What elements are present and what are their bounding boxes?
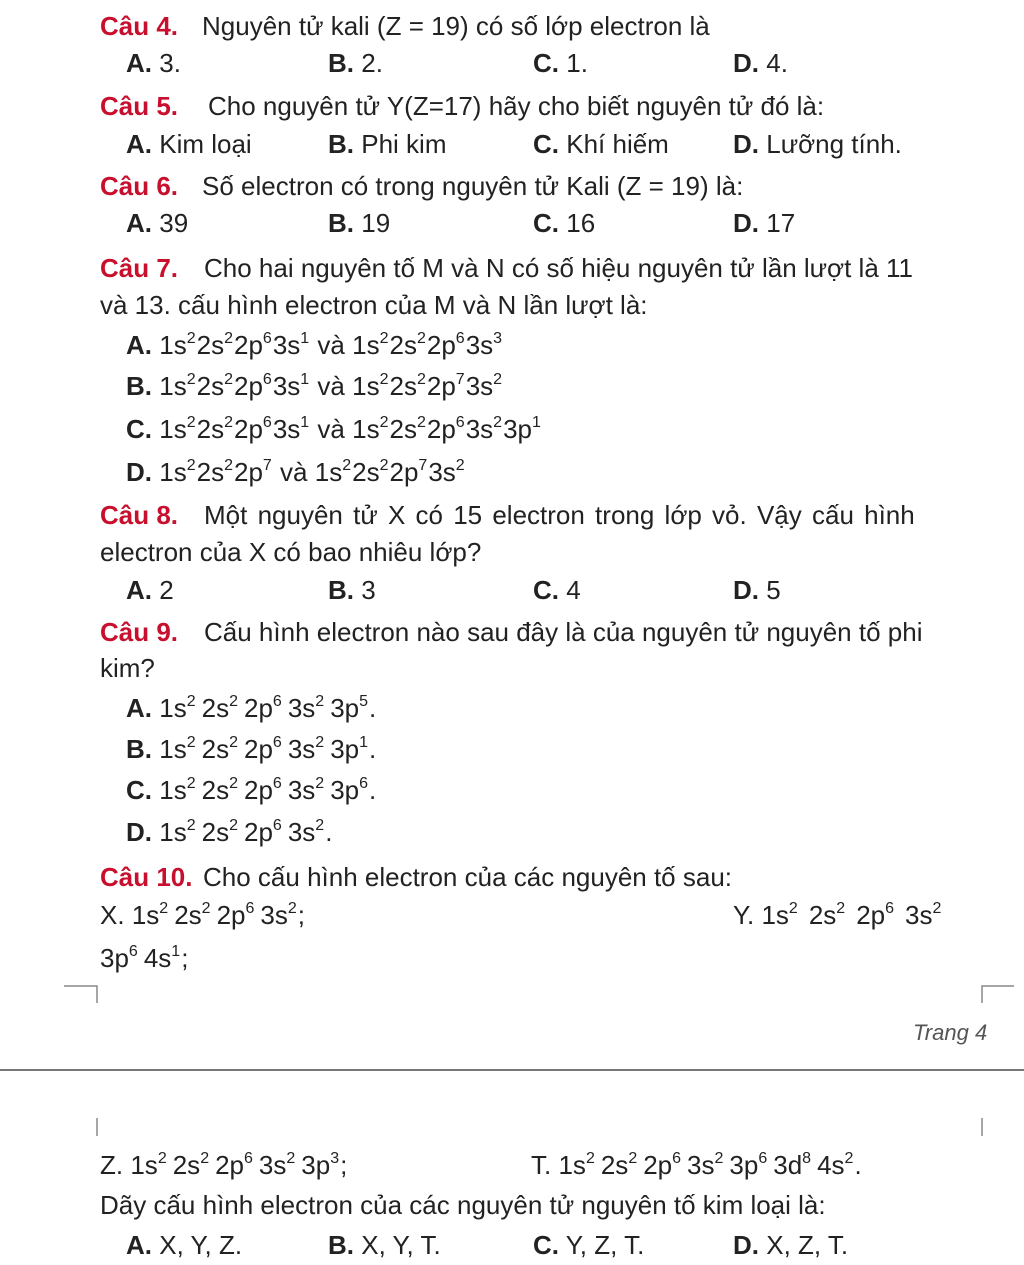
config-row-xy	[0, 895, 1024, 935]
options-row	[0, 570, 1024, 610]
orbital-term: $1s^2$	[159, 734, 196, 764]
option-a[interactable]: A. X, Y, Z.	[126, 1230, 243, 1260]
orbital-term: $3s^3$	[465, 330, 503, 360]
orbital-term: $1s^2$	[130, 1150, 167, 1180]
orbital-term: $2s^2$	[389, 330, 426, 360]
orbital-term: $2s^2$	[196, 371, 233, 401]
orbital-term: $1s^2$	[159, 817, 196, 847]
orbital-term: $2p^6$	[233, 414, 272, 444]
orbital-term: $3s^2$	[428, 457, 465, 487]
orbital-term: $2p^7$	[426, 371, 465, 401]
orbital-term: $1s^2$	[761, 900, 798, 930]
option-d[interactable]: D. 17	[733, 208, 796, 238]
orbital-term: $3s^1$	[272, 371, 310, 401]
option-d[interactable]: D. X, Z, T.	[733, 1230, 849, 1260]
options-row	[0, 43, 1024, 83]
config-t: T. $1s^2$ $2s^2$ $2p^6$ $3s^2$ $3p^6$ $3d^8$ $4s^2$.	[531, 1150, 862, 1180]
option-c[interactable]: C. $1s^2$ $2s^2$ $2p^6$ $3s^2$ $3p^6$.	[126, 775, 377, 805]
question-5	[0, 86, 1024, 126]
orbital-term: $1s^2$	[159, 371, 196, 401]
option-b[interactable]: B. $1s^2$ $2s^2$ $2p^6$ $3s^2$ $3p^1$.	[126, 734, 377, 764]
config-m	[159, 330, 310, 360]
option-label: A.	[126, 330, 152, 360]
question-text: Một nguyên tử X có 15 electron trong lớp vỏ. Vậy cấu hình	[204, 500, 915, 530]
electron-config	[159, 734, 369, 764]
question-text: Cấu hình electron nào sau đây là của nguyên tử nguyên tố phi	[204, 617, 923, 647]
orbital-term: $3s^2$	[287, 734, 325, 764]
question-text: Số electron có trong nguyên tử Kali (Z = 19) là:	[202, 171, 744, 201]
question-9	[0, 612, 1024, 652]
option-c[interactable]: C. Y, Z, T.	[533, 1230, 645, 1260]
orbital-term: $3p^6$	[100, 943, 138, 973]
orbital-term: $2p^6$	[233, 371, 272, 401]
question-text: Cho cấu hình electron của các nguyên tố sau:	[203, 862, 733, 892]
orbital-term: $1s^2$	[159, 457, 196, 487]
orbital-term: $3s^2$	[465, 414, 503, 444]
option-d[interactable]: D. 5	[733, 575, 781, 605]
question-8-continued	[0, 532, 1024, 572]
question-number: Câu 8.	[100, 500, 179, 530]
orbital-term: $2p^6$	[243, 817, 282, 847]
question-9-continued	[0, 648, 1024, 688]
orbital-term: $2s^2$	[174, 900, 211, 930]
option-b[interactable]: B. 19	[328, 208, 391, 238]
question-number: Câu 9.	[100, 617, 179, 647]
option-d[interactable]: D. Lưỡng tính.	[733, 129, 902, 159]
orbital-term: $2p^6$	[233, 330, 272, 360]
orbital-term: $3s^1$	[272, 330, 310, 360]
orbital-term: $2s^2$	[201, 734, 238, 764]
question-8	[0, 495, 1024, 535]
orbital-term: $2s^2$	[808, 900, 846, 930]
option-c[interactable]: C. 1.	[533, 48, 588, 78]
option-c[interactable]: C. 16	[533, 208, 596, 238]
option-label: D.	[126, 457, 152, 487]
orbital-term: $4s^2$	[817, 1150, 854, 1180]
orbital-term: $2s^2$	[196, 457, 233, 487]
option-label: B.	[126, 734, 152, 764]
question-6	[0, 166, 1024, 206]
question-7	[0, 248, 1024, 288]
orbital-term: $2p^7$	[389, 457, 428, 487]
option-a[interactable]: A. 2	[126, 575, 174, 605]
orbital-term: $2s^2$	[600, 1150, 638, 1180]
orbital-term: $1s^2$	[352, 330, 389, 360]
option-d[interactable]	[0, 452, 1024, 492]
orbital-term: $3s^2$	[260, 900, 297, 930]
option-b[interactable]	[0, 366, 1024, 406]
orbital-term: $2p^6$	[643, 1150, 682, 1180]
orbital-term: $2p^6$	[856, 900, 895, 930]
option-a[interactable]	[0, 325, 1024, 365]
option-a[interactable]: A. 39	[126, 208, 189, 238]
question-number: Câu 4.	[100, 11, 179, 41]
orbital-term: $1s^2$	[159, 414, 196, 444]
conjunction: và	[317, 414, 345, 444]
orbital-term: $4s^1$	[143, 943, 181, 973]
orbital-term: $3p^1$	[330, 734, 369, 764]
question-number: Câu 10.	[100, 862, 193, 892]
orbital-term: $2p^6$	[243, 775, 282, 805]
orbital-term: $3s^2$	[905, 900, 942, 930]
orbital-term: $3p^6$	[330, 775, 369, 805]
orbital-term: $1s^2$	[314, 457, 352, 487]
option-b[interactable]: B. X, Y, T.	[328, 1230, 441, 1260]
option-a[interactable]: A. 3.	[126, 48, 181, 78]
option-label: C.	[126, 414, 152, 444]
config-x: X. $1s^2$ $2s^2$ $2p^6$ $3s^2$;	[100, 900, 305, 930]
config-row-zt	[0, 1145, 1024, 1185]
config-row-y-continued	[0, 938, 1024, 978]
question-text: kim?	[100, 653, 155, 683]
orbital-term: $2s^2$	[352, 457, 389, 487]
orbital-term: $3p^1$	[503, 414, 541, 444]
electron-config	[159, 817, 325, 847]
question-number: Câu 6.	[100, 171, 179, 201]
orbital-term: $2p^6$	[426, 414, 465, 444]
options-row	[0, 203, 1024, 243]
orbital-term: $3s^2$	[258, 1150, 296, 1180]
orbital-term: $3p^6$	[729, 1150, 768, 1180]
orbital-term: $1s^2$	[352, 414, 389, 444]
orbital-term: $1s^2$	[159, 693, 196, 723]
orbital-term: $2s^2$	[196, 330, 233, 360]
orbital-term: $2p^7$	[233, 457, 272, 487]
question-text: Cho hai nguyên tố M và N có số hiệu nguyên tử lần lượt là 11	[204, 253, 914, 283]
config-n	[352, 371, 503, 401]
orbital-term: $3s^2$	[287, 817, 325, 847]
orbital-term: $1s^2$	[159, 775, 196, 805]
orbital-term: $3d^8$	[773, 1150, 812, 1180]
orbital-term: $2s^2$	[201, 817, 238, 847]
orbital-term: $1s^2$	[131, 900, 169, 930]
config-n	[352, 414, 542, 444]
conjunction: và	[280, 457, 308, 487]
option-b[interactable]: B. 3	[328, 575, 376, 605]
config-z: Z. $1s^2$ $2s^2$ $2p^6$ $3s^2$ $3p^3$;	[100, 1150, 348, 1180]
config-m	[159, 414, 310, 444]
question-10-ask	[0, 1185, 1024, 1225]
orbital-term: $2s^2$	[389, 414, 426, 444]
orbital-term: $2s^2$	[172, 1150, 210, 1180]
orbital-term: $2p^6$	[216, 900, 255, 930]
conjunction: và	[317, 330, 345, 360]
orbital-term: $3s^2$	[687, 1150, 724, 1180]
option-a[interactable]: A. Kim loại	[126, 129, 252, 159]
option-label: D.	[126, 817, 152, 847]
orbital-term: $3s^1$	[272, 414, 310, 444]
question-text: electron của X có bao nhiêu lớp?	[100, 537, 482, 567]
orbital-term: $3p^3$	[301, 1150, 340, 1180]
electron-config	[159, 775, 369, 805]
conjunction: và	[317, 371, 345, 401]
option-c[interactable]	[0, 409, 1024, 449]
question-text: Cho nguyên tử Y(Z=17) hãy cho biết nguyên tử đó là:	[208, 91, 825, 121]
option-label: C.	[126, 775, 152, 805]
orbital-term: $2s^2$	[196, 414, 233, 444]
question-text: Nguyên tử kali (Z = 19) có số lớp electron là	[202, 11, 710, 41]
option-b[interactable]: B. 2.	[328, 48, 383, 78]
option-c[interactable]: C. Khí hiếm	[533, 129, 669, 159]
crop-mark	[64, 1118, 98, 1136]
question-7-continued	[0, 285, 1024, 325]
option-label: B.	[126, 371, 152, 401]
question-number: Câu 7.	[100, 253, 179, 283]
config-m	[159, 457, 273, 487]
page-number: Trang 4	[913, 1020, 988, 1045]
orbital-term: $2p^6$	[243, 734, 282, 764]
option-c[interactable]: C. 4	[533, 575, 581, 605]
crop-mark	[981, 985, 1015, 1003]
question-4	[0, 6, 1024, 46]
option-d[interactable]: D. 4.	[733, 48, 788, 78]
question-number: Câu 5.	[100, 91, 179, 121]
orbital-term: $2p^6$	[215, 1150, 253, 1180]
option-d[interactable]: D. $1s^2$ $2s^2$ $2p^6$ $3s^2$.	[126, 817, 333, 847]
orbital-term: $3s^2$	[287, 693, 325, 723]
orbital-term: $3s^2$	[287, 775, 325, 805]
config-n	[315, 457, 466, 487]
option-b[interactable]: B. Phi kim	[328, 129, 447, 159]
electron-config	[159, 693, 369, 723]
config-y: Y. $1s^2$ $2s^2$ $2p^6$ $3s^2$	[733, 900, 942, 930]
question-text: Dãy cấu hình electron của các nguyên tử nguyên tố kim loại là:	[100, 1190, 826, 1220]
orbital-term: $1s^2$	[352, 371, 389, 401]
orbital-term: $2s^2$	[389, 371, 426, 401]
orbital-term: $2p^6$	[426, 330, 465, 360]
config-y-continued: $3p^6$ $4s^1$;	[100, 943, 189, 973]
orbital-term: $1s^2$	[558, 1150, 595, 1180]
orbital-term: $1s^2$	[159, 330, 196, 360]
config-m	[159, 371, 310, 401]
option-label: A.	[126, 693, 152, 723]
crop-mark	[64, 985, 98, 1003]
question-10	[0, 857, 1024, 897]
orbital-term: $3p^5$	[330, 693, 369, 723]
question-text: và 13. cấu hình electron của M và N lần lượt là:	[100, 290, 648, 320]
option-a[interactable]: A. $1s^2$ $2s^2$ $2p^6$ $3s^2$ $3p^5$.	[126, 693, 377, 723]
orbital-term: $2s^2$	[201, 775, 238, 805]
orbital-term: $2s^2$	[201, 693, 238, 723]
page-separator	[0, 1069, 1024, 1071]
orbital-term: $2p^6$	[243, 693, 282, 723]
crop-mark	[981, 1118, 1015, 1136]
options-row	[0, 1225, 1024, 1265]
options-row	[0, 124, 1024, 164]
orbital-term: $3s^2$	[465, 371, 503, 401]
config-n	[352, 330, 503, 360]
